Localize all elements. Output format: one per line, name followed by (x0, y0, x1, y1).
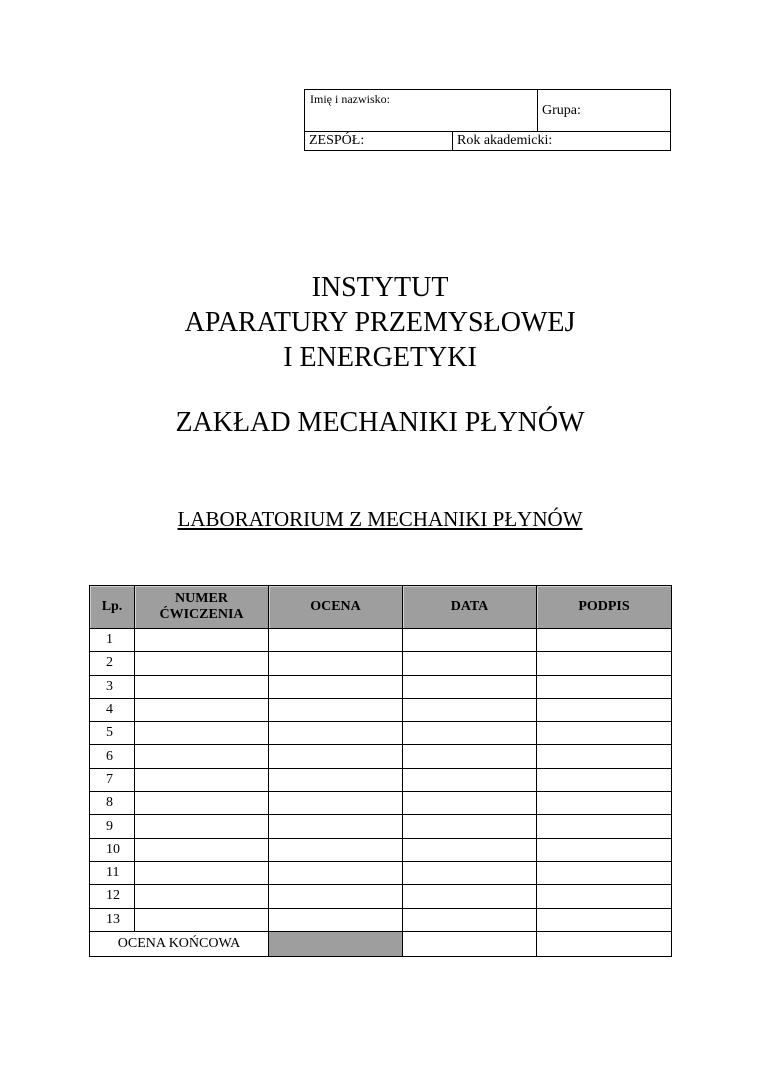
signature-cell[interactable] (537, 675, 672, 698)
date-cell[interactable] (403, 722, 537, 745)
exercise-number-cell[interactable] (135, 838, 269, 861)
grade-cell[interactable] (269, 745, 403, 768)
grade-cell[interactable] (269, 652, 403, 675)
column-header-date: DATA (403, 586, 537, 629)
name-field[interactable] (305, 90, 538, 132)
table-row (90, 792, 672, 815)
final-grade-row (90, 931, 672, 956)
row-number: 7 (90, 768, 135, 791)
final-grade-label: OCENA KOŃCOWA (90, 931, 269, 956)
signature-cell[interactable] (537, 885, 672, 908)
exercise-number-cell[interactable] (135, 908, 269, 931)
grade-cell[interactable] (269, 908, 403, 931)
row-number: 10 (90, 838, 135, 861)
grade-cell[interactable] (269, 861, 403, 884)
row-number: 8 (90, 792, 135, 815)
date-cell[interactable] (403, 768, 537, 791)
row-number: 13 (90, 908, 135, 931)
row-number: 12 (90, 885, 135, 908)
team-field[interactable] (305, 131, 453, 150)
date-cell[interactable] (403, 861, 537, 884)
exercise-number-cell[interactable] (135, 698, 269, 721)
table-row (90, 885, 672, 908)
row-number: 9 (90, 815, 135, 838)
signature-cell[interactable] (537, 745, 672, 768)
table-row (90, 745, 672, 768)
table-row (90, 768, 672, 791)
grade-cell[interactable] (269, 815, 403, 838)
exercise-number-cell[interactable] (135, 722, 269, 745)
date-cell[interactable] (403, 815, 537, 838)
lab-title-wrap (0, 507, 760, 532)
date-cell[interactable] (403, 698, 537, 721)
student-info-box (304, 89, 671, 151)
grade-cell[interactable] (269, 768, 403, 791)
group-field[interactable] (538, 90, 671, 132)
column-header-exercise-number: NUMER ĆWICZENIA (135, 586, 269, 629)
row-number: 4 (90, 698, 135, 721)
date-cell[interactable] (403, 908, 537, 931)
exercise-number-cell[interactable] (135, 885, 269, 908)
exercise-number-cell[interactable] (135, 745, 269, 768)
exercise-number-cell[interactable] (135, 792, 269, 815)
grade-cell[interactable] (269, 838, 403, 861)
signature-cell[interactable] (537, 652, 672, 675)
row-number: 3 (90, 675, 135, 698)
exercise-number-cell[interactable] (135, 815, 269, 838)
date-cell[interactable] (403, 792, 537, 815)
name-label: Imię i nazwisko: (310, 92, 390, 106)
institute-name (0, 270, 760, 375)
column-header-lp: Lp. (90, 586, 135, 629)
team-label: ZESPÓŁ: (309, 132, 365, 148)
table-row (90, 652, 672, 675)
date-cell[interactable] (403, 675, 537, 698)
grades-table (89, 585, 672, 957)
table-row (90, 861, 672, 884)
date-cell[interactable] (403, 629, 537, 652)
grade-cell[interactable] (269, 698, 403, 721)
lab-title: LABORATORIUM Z MECHANIKI PŁYNÓW (177, 507, 583, 531)
date-cell[interactable] (403, 885, 537, 908)
signature-cell[interactable] (537, 838, 672, 861)
table-row (90, 815, 672, 838)
final-signature-cell[interactable] (537, 931, 672, 956)
grade-cell[interactable] (269, 722, 403, 745)
row-number: 1 (90, 629, 135, 652)
grade-cell[interactable] (269, 629, 403, 652)
signature-cell[interactable] (537, 698, 672, 721)
date-cell[interactable] (403, 838, 537, 861)
column-header-signature: PODPIS (537, 586, 672, 629)
signature-cell[interactable] (537, 792, 672, 815)
exercise-number-cell[interactable] (135, 629, 269, 652)
grade-cell[interactable] (269, 675, 403, 698)
institute-line-1: INSTYTUT (311, 272, 449, 303)
signature-cell[interactable] (537, 722, 672, 745)
grade-cell[interactable] (269, 885, 403, 908)
department-name: ZAKŁAD MECHANIKI PŁYNÓW (175, 407, 585, 438)
exercise-number-cell[interactable] (135, 768, 269, 791)
table-row (90, 675, 672, 698)
final-date-cell[interactable] (403, 931, 537, 956)
signature-cell[interactable] (537, 629, 672, 652)
grade-cell[interactable] (269, 792, 403, 815)
row-number: 5 (90, 722, 135, 745)
final-grade-cell[interactable] (269, 931, 403, 956)
academic-year-label: Rok akademicki: (457, 132, 553, 148)
grades-rows (90, 629, 672, 932)
column-header-grade: OCENA (269, 586, 403, 629)
signature-cell[interactable] (537, 861, 672, 884)
exercise-number-cell[interactable] (135, 861, 269, 884)
table-row (90, 838, 672, 861)
exercise-number-cell[interactable] (135, 675, 269, 698)
signature-cell[interactable] (537, 815, 672, 838)
row-number: 6 (90, 745, 135, 768)
signature-cell[interactable] (537, 908, 672, 931)
table-row (90, 698, 672, 721)
table-row (90, 908, 672, 931)
table-row (90, 722, 672, 745)
row-number: 11 (90, 861, 135, 884)
institute-line-3: I ENERGETYKI (283, 342, 477, 373)
date-cell[interactable] (403, 652, 537, 675)
academic-year-field[interactable] (453, 131, 671, 150)
exercise-number-cell[interactable] (135, 652, 269, 675)
date-cell[interactable] (403, 745, 537, 768)
institute-line-2: APARATURY PRZEMYSŁOWEJ (184, 307, 576, 338)
signature-cell[interactable] (537, 768, 672, 791)
table-row (90, 629, 672, 652)
group-label: Grupa: (542, 103, 581, 118)
row-number: 2 (90, 652, 135, 675)
